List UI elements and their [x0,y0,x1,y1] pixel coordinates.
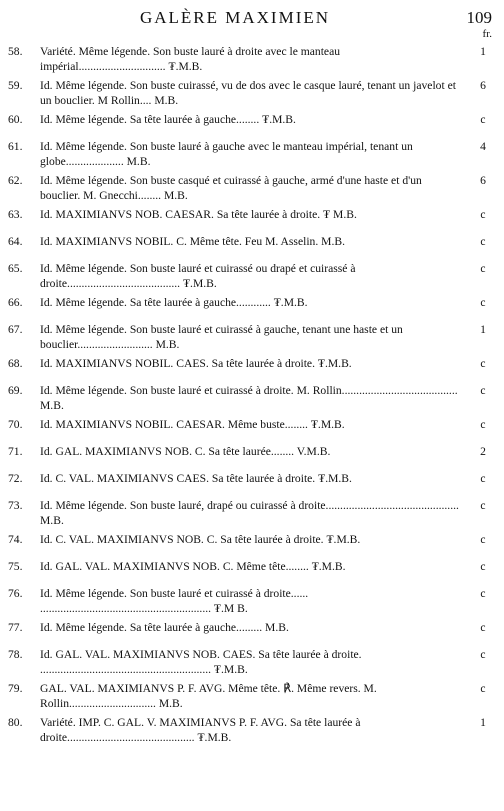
catalog-entry [0,207,504,234]
entry-number: 75. [8,560,23,573]
entry-number: 77. [8,621,23,634]
entry-description: GAL. VAL. MAXIMIANVS P. F. AVG. Même tête. ℟. Même revers. M. Rollin.............................. M.B. [40,682,377,710]
catalog-entries [0,44,504,749]
entry-rarity: c [480,587,486,600]
entry-rarity: 1 [480,716,486,729]
entry-rarity: c [480,499,486,512]
entry-description: Id. MAXIMIANVS NOBIL. CAESAR. Même buste........ ₮.M.B. [40,418,345,431]
entry-rarity: c [480,208,486,221]
page-title: GALÈRE MAXIMIEN [139,8,331,27]
entry-description: Id. Même légende. Son buste cuirassé, vu de dos avec le casque lauré, tenant un javelot et un bouclier. M Rollin.... M.B. [40,79,456,107]
catalog-entry [0,112,504,139]
entry-number: 63. [8,208,23,221]
entry-description: Id. Même légende. Son buste lauré à gauche avec le manteau impérial, tenant un globe.................... M.B. [40,140,413,168]
price-unit: fr. [482,28,492,40]
entry-rarity: 6 [480,79,486,92]
entry-description: Id. C. VAL. MAXIMIANVS CAES. Sa tête laurée à droite. ₮.M.B. [40,472,352,485]
entry-description: Id. Même légende. Son buste lauré et cuirassé à droite. M. Rollin........................................ M.B. [40,384,458,412]
entry-description: Variété. Même légende. Son buste lauré à droite avec le manteau impérial.............................. ₮.M.B. [40,45,341,73]
entry-description: Id. MAXIMIANVS NOB. CAESAR. Sa tête laurée à droite. ₮ M.B. [40,208,357,221]
entry-number: 61. [8,140,23,153]
entry-rarity: 2 [480,445,486,458]
entry-description: Id. C. VAL. MAXIMIANVS NOB. C. Sa tête laurée à droite. ₮.M.B. [40,533,361,546]
entry-rarity: c [480,235,486,248]
entry-number: 79. [8,682,23,695]
entry-rarity: c [480,418,486,431]
catalog-entry [0,498,504,532]
entry-description: Id. Même légende. Son buste lauré et cuirassé à gauche, tenant une haste et un bouclier.......................... M.B. [40,323,403,351]
catalog-entry [0,444,504,471]
catalog-entry [0,471,504,498]
catalog-entry [0,78,504,112]
entry-rarity: c [480,682,486,695]
entry-number: 74. [8,533,23,546]
entry-number: 67. [8,323,23,336]
catalog-entry [0,173,504,207]
entry-description: Id. Même légende. Son buste lauré et cuirassé à droite...... ........................................................... ₮.M B. [40,587,309,615]
entry-rarity: 4 [480,140,486,153]
catalog-entry [0,322,504,356]
entry-rarity: c [480,648,486,661]
entry-description: Id. Même légende. Sa tête laurée à gauche............ ₮.M.B. [40,296,308,309]
entry-description: Id. MAXIMIANVS NOBIL. C. Même tête. Feu M. Asselin. M.B. [40,235,345,248]
entry-description: Id. MAXIMIANVS NOBIL. CAES. Sa tête laurée à droite. ₮.M.B. [40,357,352,370]
entry-number: 73. [8,499,23,512]
entry-number: 60. [8,113,23,126]
entry-number: 59. [8,79,23,92]
catalog-entry [0,295,504,322]
entry-rarity: c [480,113,486,126]
entry-number: 78. [8,648,23,661]
catalog-entry [0,261,504,295]
entry-rarity: c [480,357,486,370]
page-number: 109 [466,8,492,27]
entry-number: 71. [8,445,23,458]
entry-description: Id. Même légende. Son buste lauré, drapé ou cuirassé à droite.............................................. M.B. [40,499,459,527]
entry-description: Id. GAL. MAXIMIANVS NOB. C. Sa tête laurée........ V.M.B. [40,445,331,458]
entry-rarity: c [480,384,486,397]
entry-rarity: c [480,296,486,309]
catalog-entry [0,356,504,383]
page-header [0,4,504,28]
catalog-entry [0,44,504,78]
entry-rarity: 6 [480,174,486,187]
entry-rarity: c [480,560,486,573]
catalog-entry [0,417,504,444]
catalog-entry [0,647,504,681]
entry-number: 70. [8,418,23,431]
entry-number: 66. [8,296,23,309]
entry-number: 76. [8,587,23,600]
entry-rarity: 1 [480,323,486,336]
entry-description: Id. GAL. VAL. MAXIMIANVS NOB. CAES. Sa tête laurée à droite. ........................................................... ₮.M.B. [40,648,362,676]
entry-rarity: c [480,472,486,485]
entry-description: Id. Même légende. Son buste casqué et cuirassé à gauche, armé d'une haste et d'un bouclier. M. Gnecchi........ M.B. [40,174,422,202]
catalog-entry [0,715,504,749]
catalog-entry [0,620,504,647]
catalog-entry [0,234,504,261]
entry-number: 68. [8,357,23,370]
entry-description: Id. Même légende. Sa tête laurée à gauche......... M.B. [40,621,289,634]
catalog-entry [0,559,504,586]
entry-description: Id. Même légende. Sa tête laurée à gauche........ ₮.M.B. [40,113,296,126]
entry-description: Id. Même légende. Son buste lauré et cuirassé ou drapé et cuirassé à droite....................................... ₮.M.B. [40,262,356,290]
entry-number: 62. [8,174,23,187]
catalog-entry [0,586,504,620]
entry-rarity: c [480,262,486,275]
entry-number: 80. [8,716,23,729]
entry-number: 69. [8,384,23,397]
entry-number: 72. [8,472,23,485]
catalog-entry [0,681,504,715]
catalog-entry [0,532,504,559]
entry-rarity: c [480,533,486,546]
catalog-entry [0,139,504,173]
catalog-entry [0,383,504,417]
entry-description: Variété. IMP. C. GAL. V. MAXIMIANVS P. F. AVG. Sa tête laurée à droite............................................ ₮.M.B. [40,716,361,744]
entry-rarity: 1 [480,45,486,58]
entry-rarity: c [480,621,486,634]
entry-number: 58. [8,45,23,58]
entry-number: 65. [8,262,23,275]
entry-number: 64. [8,235,23,248]
entry-description: Id. GAL. VAL. MAXIMIANVS NOB. C. Même tête........ ₮.M.B. [40,560,346,573]
